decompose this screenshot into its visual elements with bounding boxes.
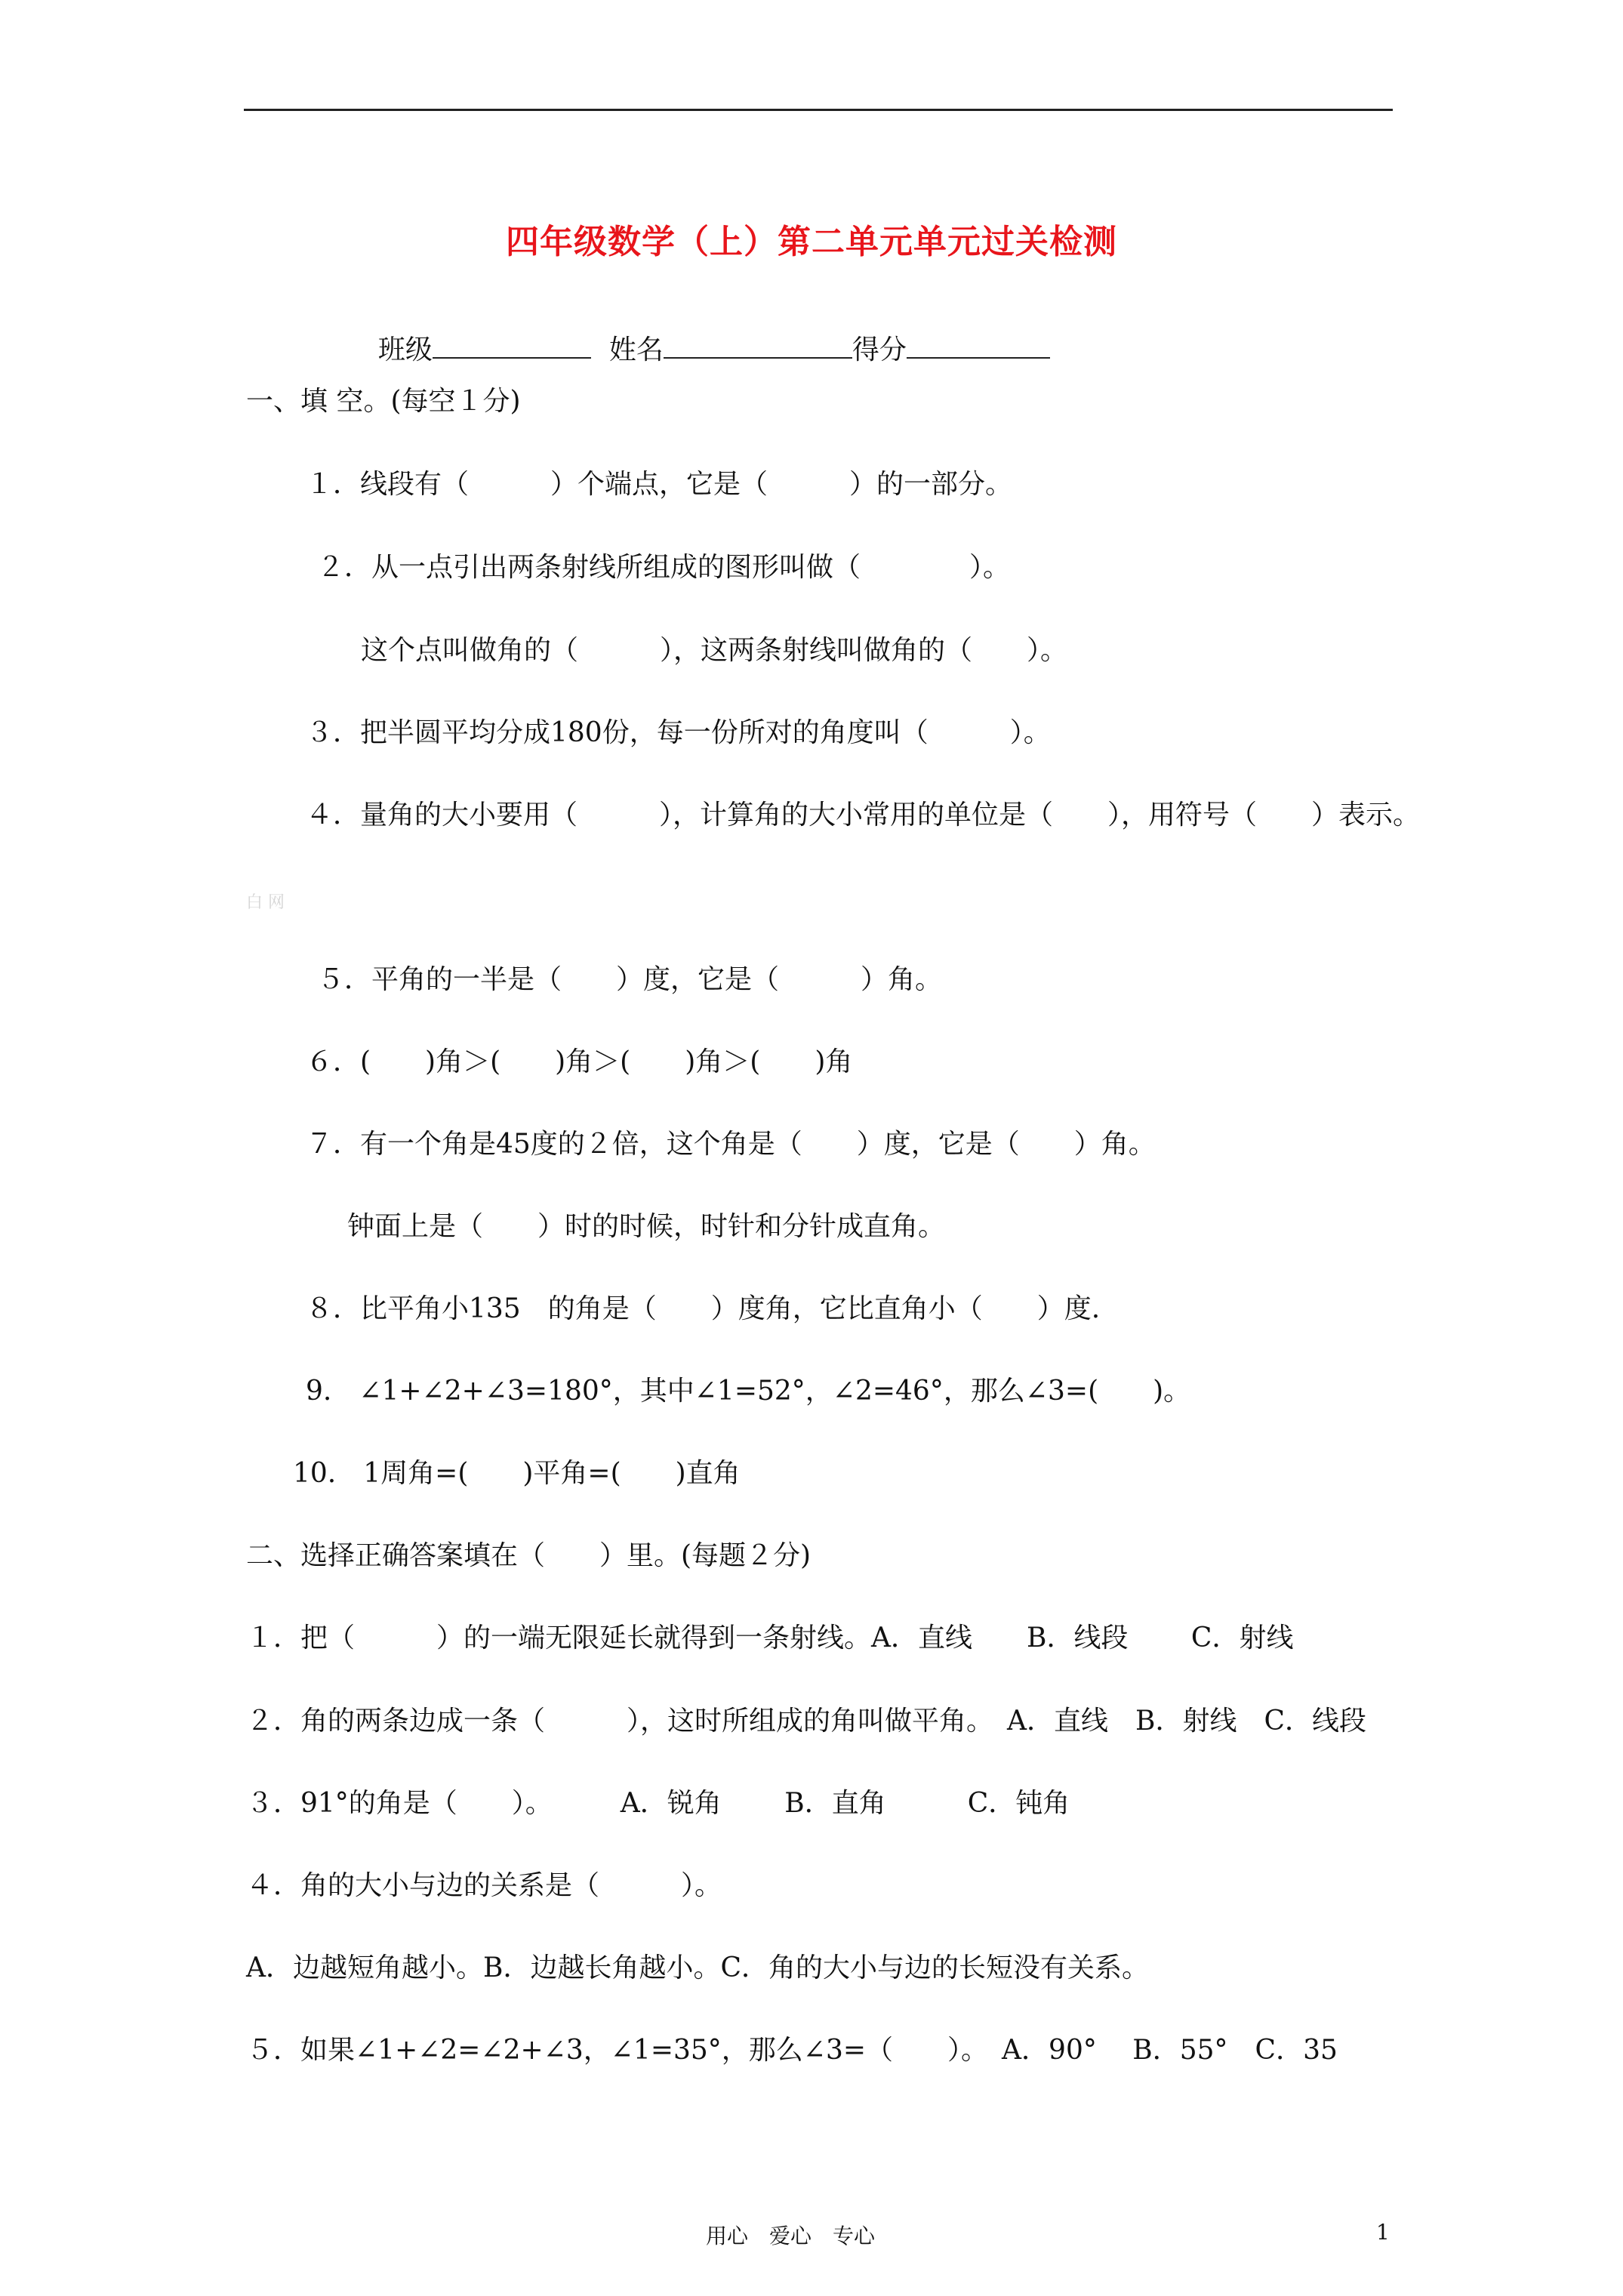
class-field[interactable] [433, 330, 591, 359]
faint-watermark-mark: 白 网 [246, 893, 285, 912]
section1-item-5: ５．平角的一半是（ ）度，它是（ ）角。 [317, 964, 943, 995]
section2-heading: 二、选择正确答案填在（ ）里。(每题２分) [246, 1540, 812, 1571]
section1-item-9: 9. ∠1+∠2+∠3=180°，其中∠1=52°，∠2=46°，那么∠3=( )。 [306, 1376, 1191, 1407]
page-title: 四年级数学（上）第二单元单元过关检测 [506, 223, 1117, 261]
section1-item-4: ４．量角的大小要用（ ），计算角的大小常用的单位是（ ），用符号（ ）表示。 [306, 800, 1421, 831]
header-rule [244, 109, 1393, 111]
section2-item-4-options: A．边越短角越小。B．边越长角越小。C．角的大小与边的长短没有关系。 [246, 1952, 1149, 1983]
score-field[interactable] [907, 330, 1050, 359]
score-label: 得分 [852, 334, 907, 365]
section1-item-8: ８．比平角小135 的角是（ ）度角，它比直角小（ ）度. [306, 1293, 1101, 1324]
section2-item-1: １．把（ ）的一端无限延长就得到一条射线。A．直线 B．线段 C．射线 [246, 1623, 1294, 1653]
section1-item-7b: 钟面上是（ ）时的时候，时针和分针成直角。 [347, 1211, 946, 1242]
name-field[interactable] [664, 330, 852, 359]
section2-item-2: ２．角的两条边成一条（ ），这时所组成的角叫做平角。 A．直线 B．射线 C．线段 [246, 1706, 1366, 1737]
section2-item-3: ３．91°的角是（ ）。 A．锐角 B．直角 C．钝角 [246, 1788, 1070, 1819]
name-label: 姓名 [608, 334, 664, 365]
page-number: 1 [1376, 2220, 1390, 2245]
section2-item-5: ５．如果∠1+∠2=∠2+∠3，∠1=35°，那么∠3=（ ）。 A．90° B．55° C．35 [246, 2035, 1338, 2066]
student-info-row [361, 297, 1050, 367]
section1-item-1: １．线段有（ ）个端点，它是（ ）的一部分。 [306, 469, 1013, 500]
section1-item-2b: 这个点叫做角的（ ），这两条射线叫做角的（ ）。 [361, 635, 1068, 666]
section1-heading: 一、填 空。(每空１分) [246, 386, 521, 417]
section1-item-2: ２．从一点引出两条射线所组成的图形叫做（ ）。 [317, 552, 1011, 583]
section1-item-6: ６．( )角＞( )角＞( )角＞( )角 [306, 1046, 853, 1077]
class-label: 班级 [377, 334, 433, 365]
section2-item-4: ４．角的大小与边的关系是（ ）。 [246, 1870, 722, 1901]
section1-item-3: ３．把半圆平均分成180份，每一份所对的角度叫（ ）。 [306, 717, 1051, 748]
section1-item-7: ７．有一个角是45度的２倍，这个角是（ ）度，它是（ ）角。 [306, 1129, 1156, 1160]
footer-motto: 用心 爱心 专心 [706, 2224, 876, 2248]
section1-item-10: 10. 1周角=( )平角=( )直角 [293, 1458, 741, 1489]
